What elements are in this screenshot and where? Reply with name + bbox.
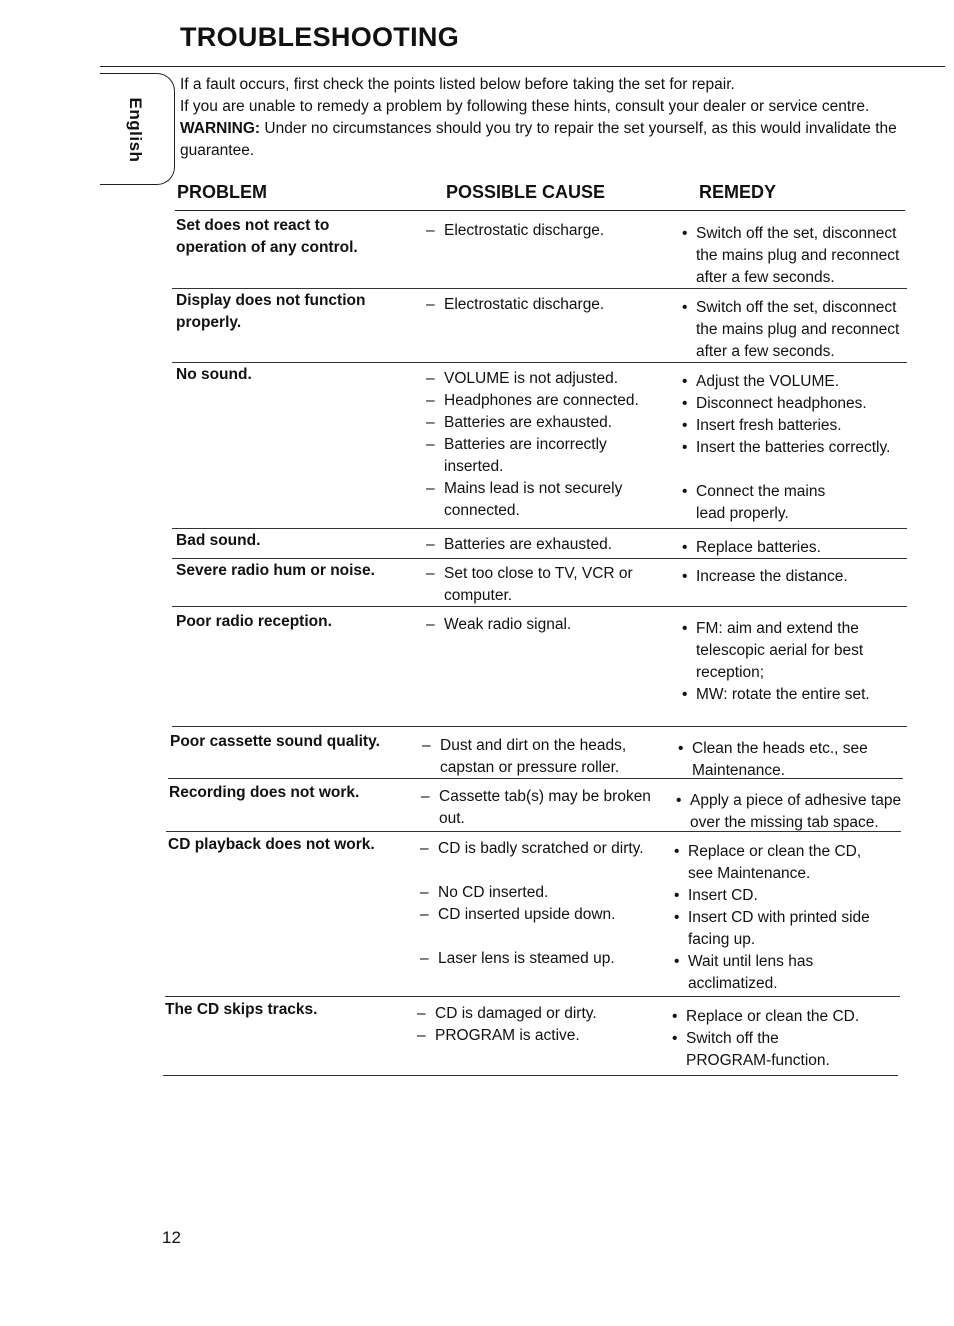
row-divider [172, 528, 907, 529]
remedy-item: • MW: rotate the entire set. [680, 684, 880, 706]
cause-item: – Mains lead is not securely connected. [426, 478, 634, 522]
cause-list [422, 735, 654, 779]
intro-line-2: If you are unable to remedy a problem by following these hints, consult your dealer or service centre. [180, 98, 870, 115]
problem-text: The CD skips tracks. [165, 1001, 318, 1018]
cause-list [426, 563, 658, 607]
table-bottom-rule [163, 1075, 898, 1076]
title-divider [100, 66, 945, 67]
cause-item: – VOLUME is not adjusted. [426, 368, 658, 390]
cause-item: – Batteries are exhausted. [426, 534, 658, 556]
remedy-item: • Switch off the set, disconnect the mains plug and reconnect after a few seconds. [680, 297, 900, 363]
cause-list [426, 534, 658, 556]
remedy-list [680, 537, 910, 559]
header-remedy: REMEDY [699, 182, 777, 202]
problem-text: Set does not react to operation of any control. [176, 217, 358, 256]
cause-item: – Electrostatic discharge. [426, 294, 658, 316]
page-title: TROUBLESHOOTING [180, 22, 459, 52]
intro-line-1: If a fault occurs, first check the points listed below before taking the set for repair. [180, 76, 735, 93]
remedy-list [674, 790, 904, 834]
cause-list [426, 614, 658, 636]
remedy-list [672, 841, 887, 995]
cause-item: – No CD inserted. [420, 882, 652, 904]
remedy-item: • Replace or clean the CD, see Maintenance. [672, 841, 887, 885]
problem-text: Poor cassette sound quality. [170, 733, 380, 750]
language-tab-label: English [126, 97, 145, 163]
problem-text: CD playback does not work. [168, 836, 375, 853]
cause-item: – CD inserted upside down. [420, 904, 652, 926]
remedy-item: • Replace batteries. [680, 537, 910, 559]
cause-list [426, 220, 658, 242]
cause-item: – Weak radio signal. [426, 614, 658, 636]
problem-text: No sound. [176, 366, 252, 383]
problem-text: Poor radio reception. [176, 613, 332, 630]
cause-item: – Cassette tab(s) may be broken out. [421, 786, 664, 830]
header-possible-cause: POSSIBLE CAUSE [446, 182, 606, 202]
remedy-list [680, 618, 880, 706]
remedy-list [680, 223, 900, 289]
remedy-item: • Switch off the set, disconnect the mains plug and reconnect after a few seconds. [680, 223, 900, 289]
remedy-item: • Increase the distance. [680, 566, 910, 588]
cause-item: – Dust and dirt on the heads, capstan or pressure roller. [422, 735, 650, 779]
warning-text: Under no circumstances should you try to repair the set yourself, as this would invalidate the guarantee. [180, 120, 897, 159]
cause-item: – Laser lens is steamed up. [420, 948, 652, 970]
intro-text [180, 74, 920, 162]
cause-item: – PROGRAM is active. [417, 1025, 649, 1047]
cause-list [417, 1003, 649, 1047]
cause-item: – Batteries are exhausted. [426, 412, 658, 434]
row-divider [172, 726, 907, 727]
cause-list [420, 838, 652, 970]
cause-item: – CD is badly scratched or dirty. [420, 838, 652, 860]
remedy-list [680, 371, 910, 525]
row-divider [172, 606, 907, 607]
remedy-item: • Switch off the PROGRAM-function. [670, 1028, 866, 1072]
page-number: 12 [162, 1228, 181, 1247]
row-divider [172, 558, 907, 559]
remedy-item: • Adjust the VOLUME. [680, 371, 910, 393]
problem-text: Bad sound. [176, 532, 261, 549]
row-divider [166, 831, 901, 832]
remedy-list [680, 566, 910, 588]
cause-item: – Headphones are connected. [426, 390, 658, 412]
row-divider [168, 778, 903, 779]
remedy-list [670, 1006, 870, 1072]
intro-warning [180, 118, 920, 162]
remedy-item: • Insert the batteries correctly. [680, 437, 910, 459]
row-divider [165, 996, 900, 997]
remedy-item: • Replace or clean the CD. [670, 1006, 870, 1028]
header-problem: PROBLEM [177, 182, 267, 202]
cause-list [426, 294, 658, 316]
remedy-item: • Disconnect headphones. [680, 393, 910, 415]
row-divider [172, 362, 907, 363]
remedy-item: • Wait until lens has acclimatized. [672, 951, 838, 995]
remedy-item: • FM: aim and extend the telescopic aerial for best reception; [680, 618, 880, 684]
remedy-item: • Connect the mains lead properly. [680, 481, 856, 525]
row-divider [172, 288, 907, 289]
cause-list [426, 368, 658, 522]
problem-text: Display does not function properly. [176, 292, 366, 331]
problem-text: Recording does not work. [169, 784, 360, 801]
warning-label: WARNING: [180, 120, 261, 137]
cause-item: – CD is damaged or dirty. [417, 1003, 649, 1025]
remedy-item: • Clean the heads etc., see Maintenance. [676, 738, 877, 782]
remedy-item: • Apply a piece of adhesive tape over the missing tab space. [674, 790, 910, 834]
cause-list [421, 786, 653, 830]
header-divider [175, 210, 905, 211]
remedy-item: • Insert fresh batteries. [680, 415, 910, 437]
remedy-list [680, 297, 900, 363]
cause-item: – Electrostatic discharge. [426, 220, 658, 242]
remedy-item: • Insert CD with printed side facing up. [672, 907, 878, 951]
cause-item: – Batteries are incorrectly inserted. [426, 434, 614, 478]
problem-text: Severe radio hum or noise. [176, 562, 375, 579]
cause-item: – Set too close to TV, VCR or computer. [426, 563, 644, 607]
remedy-item: • Insert CD. [672, 885, 887, 907]
remedy-list [676, 738, 906, 782]
